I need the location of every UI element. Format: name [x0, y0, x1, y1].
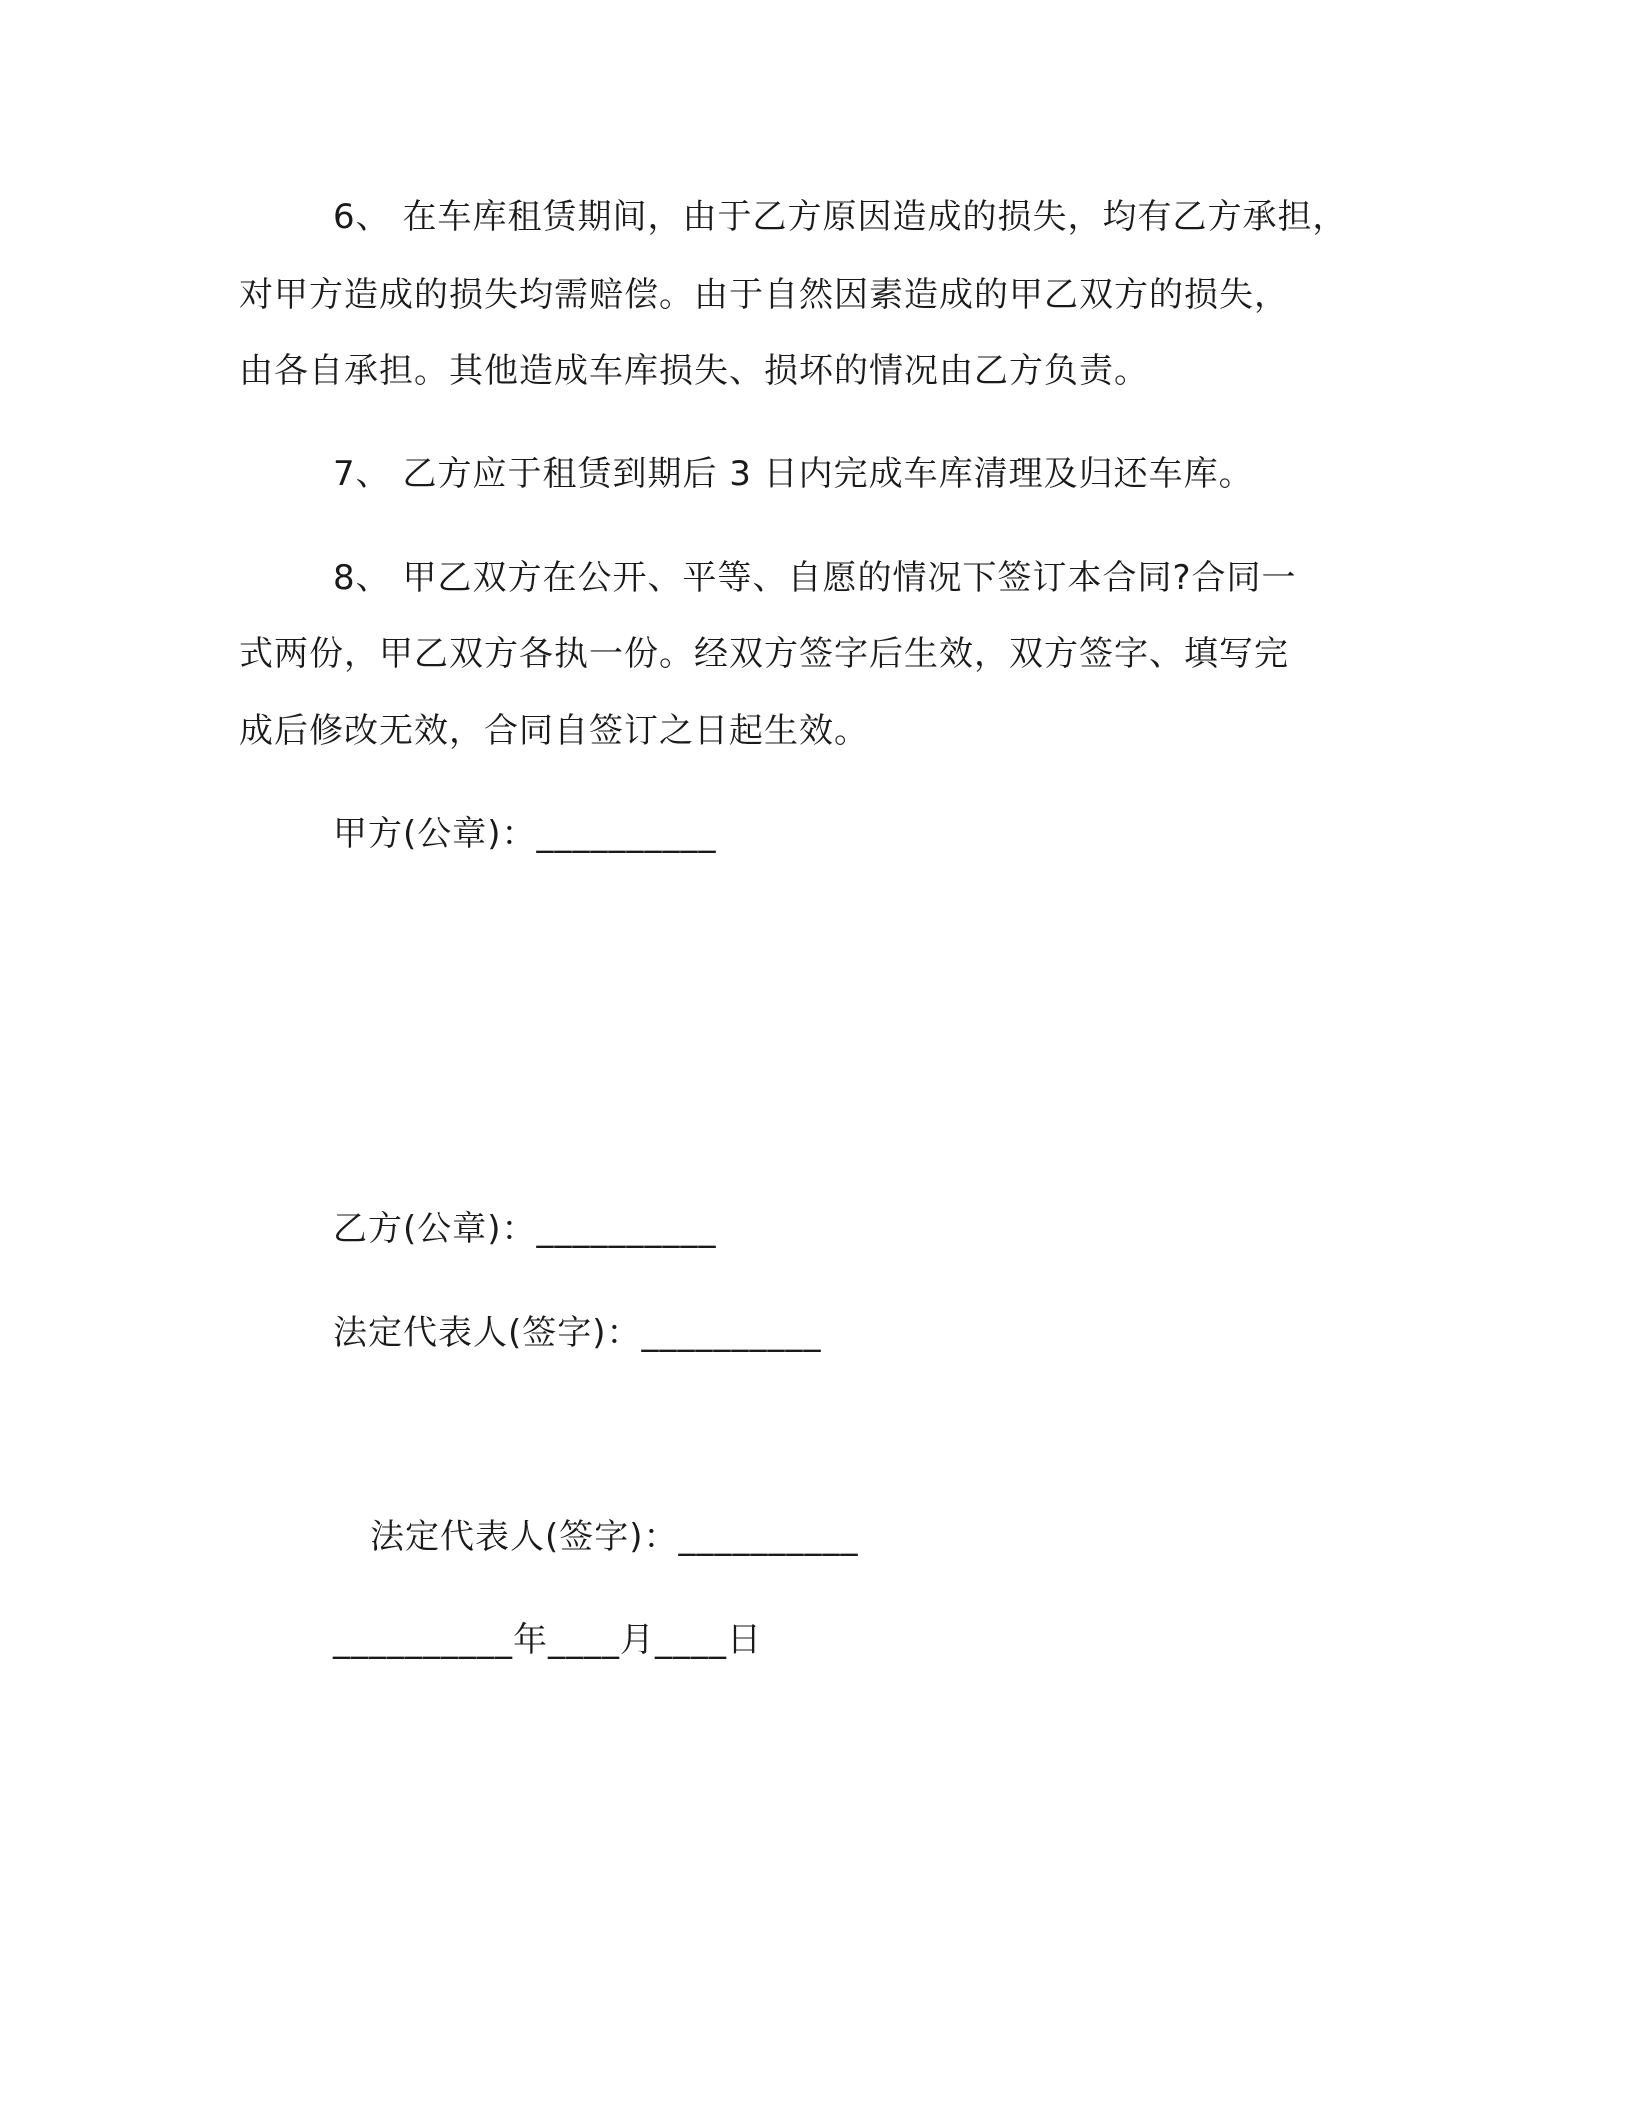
clause-6-line-1: 6、 在车库租赁期间，由于乙方原因造成的损失，均有乙方承担， — [333, 197, 1348, 237]
clause-8-line-1: 8、 甲乙双方在公开、平等、自愿的情况下签订本合同?合同一 — [333, 558, 1297, 598]
party-b-seal-field: 乙方(公章)：__________ — [333, 1209, 717, 1249]
clause-6-line-3: 由各自承担。其他造成车库损失、损坏的情况由乙方负责。 — [239, 351, 1149, 391]
clause-8-line-2: 式两份，甲乙双方各执一份。经双方签字后生效，双方签字、填写完 — [239, 634, 1289, 674]
legal-representative-signature-field-2: 法定代表人(签字)：__________ — [370, 1517, 859, 1557]
clause-6-line-2: 对甲方造成的损失均需赔偿。由于自然因素造成的甲乙双方的损失， — [239, 275, 1289, 315]
clause-8-line-3: 成后修改无效，合同自签订之日起生效。 — [239, 711, 869, 751]
date-field: __________年____月____日 — [333, 1620, 762, 1660]
party-a-seal-field: 甲方(公章)：__________ — [333, 814, 717, 854]
clause-7-line-1: 7、 乙方应于租赁到期后 3 日内完成车库清理及归还车库。 — [333, 454, 1254, 494]
legal-representative-signature-field: 法定代表人(签字)：__________ — [333, 1313, 822, 1353]
